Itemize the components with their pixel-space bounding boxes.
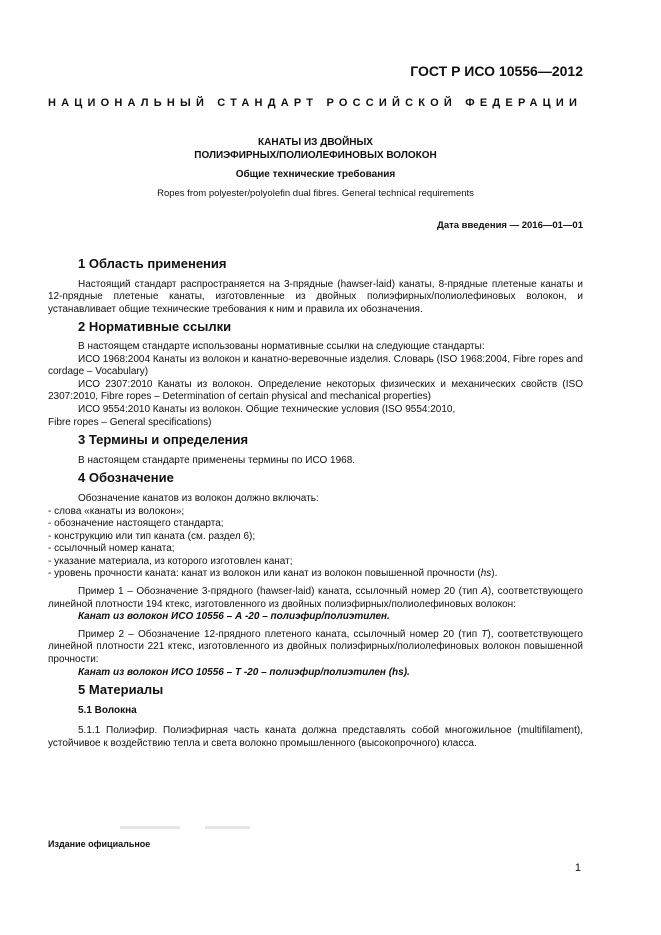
section-2-heading: 2 Нормативные ссылки (78, 319, 232, 335)
introduction-date: Дата введения — 2016—01—01 (437, 220, 583, 231)
section-4-intro: Обозначение канатов из волокон должно включать: (78, 492, 319, 504)
reference-iso-9554-line-1: ИСО 9554:2010 Канаты из волокон. Общие технические условия (ISO 9554:2010, (78, 403, 456, 415)
list-item: - уровень прочности каната: канат из волокон или канат из волокон повышенной прочности (hs). (48, 568, 498, 580)
document-title (48, 136, 583, 162)
example-2-designation: Канат из волокон ИСО 10556 – Т -20 – полиэфир/полиэтилен (hs). (78, 666, 410, 678)
english-title: Ropes from polyester/polyolefin dual fibres. General technical requirements (157, 188, 474, 199)
example-1-designation: Канат из волокон ИСО 10556 – А -20 – полиэфир/полиэтилен. (78, 611, 390, 623)
standard-code: ГОСТ Р ИСО 10556—2012 (410, 63, 583, 79)
document-subtitle: Общие технические требования (235, 169, 396, 180)
list-item: - слова «канаты из волокон»; (48, 505, 185, 517)
official-edition-note: Издание официальное (48, 839, 151, 849)
section-2-intro: В настоящем стандарте использованы нормативные ссылки на следующие стандарты: (78, 340, 485, 352)
list-item: - указание материала, из которого изготовлен канат; (48, 555, 293, 567)
list-item: - обозначение настоящего стандарта; (48, 518, 224, 530)
list-item: - ссылочный номер каната; (48, 543, 175, 555)
title-line-1: КАНАТЫ ИЗ ДВОЙНЫХ (258, 137, 373, 148)
scan-artifact (205, 826, 250, 829)
subsection-5-1-heading: 5.1 Волокна (78, 704, 137, 716)
section-3-heading: 3 Термины и определения (78, 432, 249, 448)
document-body (48, 258, 583, 751)
section-5-heading: 5 Материалы (78, 682, 164, 698)
section-4-heading: 4 Обозначение (78, 470, 174, 486)
section-1-text: Настоящий стандарт распространяется на 3-прядные (hawser-laid) канаты, 8-прядные плетеные канаты и 12-прядные плетеные канаты, изготовленные из двойных полиэфирных/полиолефиновых волокон, и устанавливает общие технические требования к ним и правила их обозначения. (48, 278, 583, 315)
reference-iso-9554-line-2: Fibre ropes – General specifications) (48, 416, 212, 428)
scan-artifact (120, 826, 180, 829)
example-2: Пример 2 – Обозначение 12-прядного плетеного каната, ссылочный номер 20 (тип T), соответствующего линейной плотности 221 ктекс, изготовленного из двойных полиэфирных/полиолефиновых волокон повышенной прочности: (48, 628, 583, 666)
example-1: Пример 1 – Обозначение 3-прядного (hawser-laid) каната, ссылочный номер 20 (тип A), соответствующего линейной плотности 194 ктекс, изготовленного из двойных полиэфирных/полиолефиновых волокон: (48, 586, 583, 610)
national-standard-banner: НАЦИОНАЛЬНЫЙ СТАНДАРТ РОССИЙСКОЙ ФЕДЕРАЦИИ (48, 97, 583, 109)
page-number: 1 (574, 862, 581, 874)
title-line-2: ПОЛИЭФИРНЫХ/ПОЛИОЛЕФИНОВЫХ ВОЛОКОН (194, 150, 437, 161)
reference-iso-2307: ИСО 2307:2010 Канаты из волокон. Определение некоторых физических и механических свойств (ISO 2307:2010, Fibre ropes – Determination of certain physical and mechanical properties) (48, 378, 583, 403)
section-1-heading: 1 Область применения (78, 256, 227, 271)
section-3-text: В настоящем стандарте применены термины по ИСО 1968. (78, 454, 356, 466)
list-item: - конструкцию или тип каната (см. раздел 6); (48, 530, 256, 542)
reference-iso-1968: ИСО 1968:2004 Канаты из волокон и канатно-веревочные изделия. Словарь (ISO 1968:2004, Fibre ropes and cordage – Vocabulary) (48, 353, 583, 378)
section-5-1-1-text: 5.1.1 Полиэфир. Полиэфирная часть каната должна представлять собой многожильное (multifilament), устойчивое к воздействию тепла и света волокно промышленного (высокопрочного) класса. (48, 725, 583, 749)
